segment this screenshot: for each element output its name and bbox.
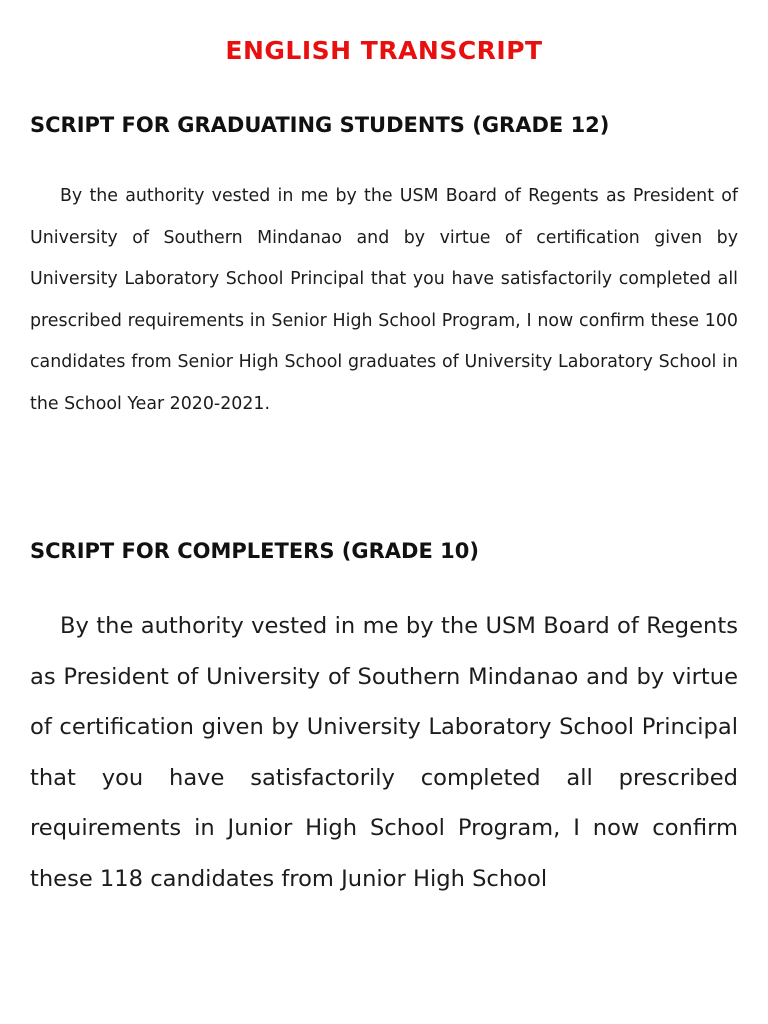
section-body-grade-12: By the authority vested in me by the USM Board of Regents as President of University of Southern Mindanao and by virtue of certification given by University Laboratory School Principal that you have satisfactorily completed all prescribed requirements in Senior High School Program, I now confirm these 100 candidates from Senior High School graduates of University Laboratory School in the School Year 2020-2021. <box>30 186 738 414</box>
document-title: ENGLISH TRANSCRIPT <box>225 36 543 65</box>
section-heading-grade-12: SCRIPT FOR GRADUATING STUDENTS (GRADE 12) <box>30 113 610 137</box>
section-body-grade-10: By the authority vested in me by the USM Board of Regents as President of University of Southern Mindanao and by virtue of certification given by University Laboratory School Principal that you have satisfactorily completed all prescribed requirements in Junior High School Program, I now confirm these 118 candidates from Junior High School <box>30 613 738 892</box>
section-heading-grade-10: SCRIPT FOR COMPLETERS (GRADE 10) <box>30 539 479 563</box>
